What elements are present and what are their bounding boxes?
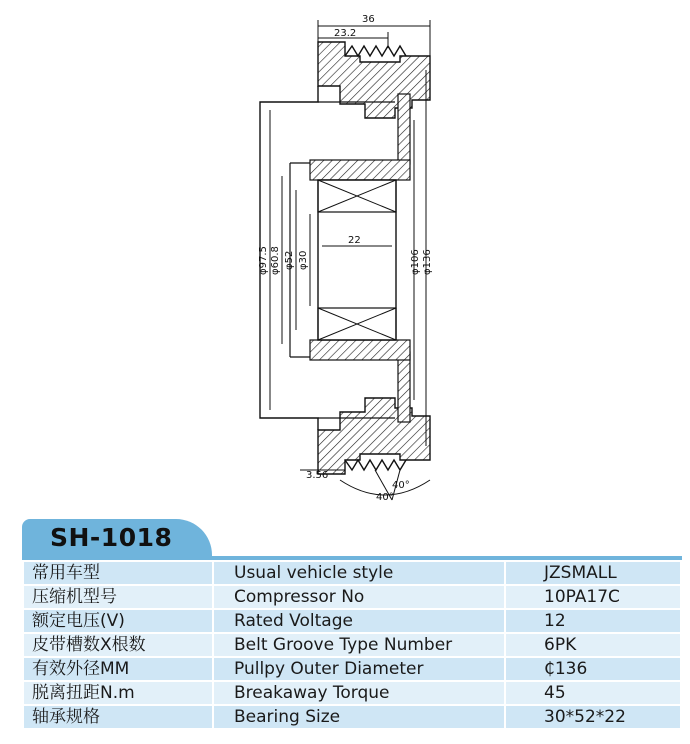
table-row: [23, 609, 681, 633]
table-row: [23, 705, 681, 729]
table-row: [23, 657, 681, 681]
spec-label-zh: 皮带槽数X根数: [23, 633, 213, 657]
table-row: [23, 561, 681, 585]
dim-dia-106: φ106: [410, 249, 421, 275]
dim-width-total: 36: [362, 14, 375, 25]
table-row: [23, 681, 681, 705]
table-row: [23, 633, 681, 657]
spec-label-zh: 轴承规格: [23, 705, 213, 729]
dim-dia-136: φ136: [422, 249, 433, 275]
spec-value: 30*52*22: [505, 705, 681, 729]
dim-width-groove: 23.2: [334, 28, 357, 39]
spec-value: 6PK: [505, 633, 681, 657]
spec-label-en: Breakaway Torque: [213, 681, 505, 705]
spec-label-en: Usual vehicle style: [213, 561, 505, 585]
dim-dia-30: φ30: [298, 250, 309, 270]
table-row: [23, 585, 681, 609]
spec-label-zh: 额定电压(V): [23, 609, 213, 633]
spec-value: JZSMALL: [505, 561, 681, 585]
dim-angle-outer: 40°: [392, 480, 410, 491]
spec-label-en: Bearing Size: [213, 705, 505, 729]
dim-bearing-width: 22: [348, 235, 361, 246]
spec-label-en: Compressor No: [213, 585, 505, 609]
model-title: SH-1018: [50, 523, 173, 552]
model-title-tab: [22, 519, 212, 557]
spec-label-en: Rated Voltage: [213, 609, 505, 633]
bearing: [318, 180, 396, 340]
spec-value: ₵136: [505, 657, 681, 681]
pulley-top-section: [318, 42, 430, 164]
spec-label-zh: 压缩机型号: [23, 585, 213, 609]
pulley-bottom-section: [318, 352, 430, 474]
spec-label-en: Belt Groove Type Number: [213, 633, 505, 657]
spec-label-en: Pullpy Outer Diameter: [213, 657, 505, 681]
dim-angle-inner: 40°: [376, 492, 394, 503]
spec-value: 12: [505, 609, 681, 633]
spec-label-zh: 常用车型: [23, 561, 213, 585]
spec-table: [22, 560, 682, 730]
spec-label-zh: 有效外径MM: [23, 657, 213, 681]
spec-label-zh: 脱离扭距N.m: [23, 681, 213, 705]
spec-value: 45: [505, 681, 681, 705]
dim-dia-60-8: φ60.8: [270, 246, 281, 275]
spec-value: 10PA17C: [505, 585, 681, 609]
dim-dia-97-5: φ97.5: [258, 246, 269, 275]
dim-dia-52: φ52: [284, 250, 295, 270]
dim-pitch: 3.56: [306, 470, 329, 481]
